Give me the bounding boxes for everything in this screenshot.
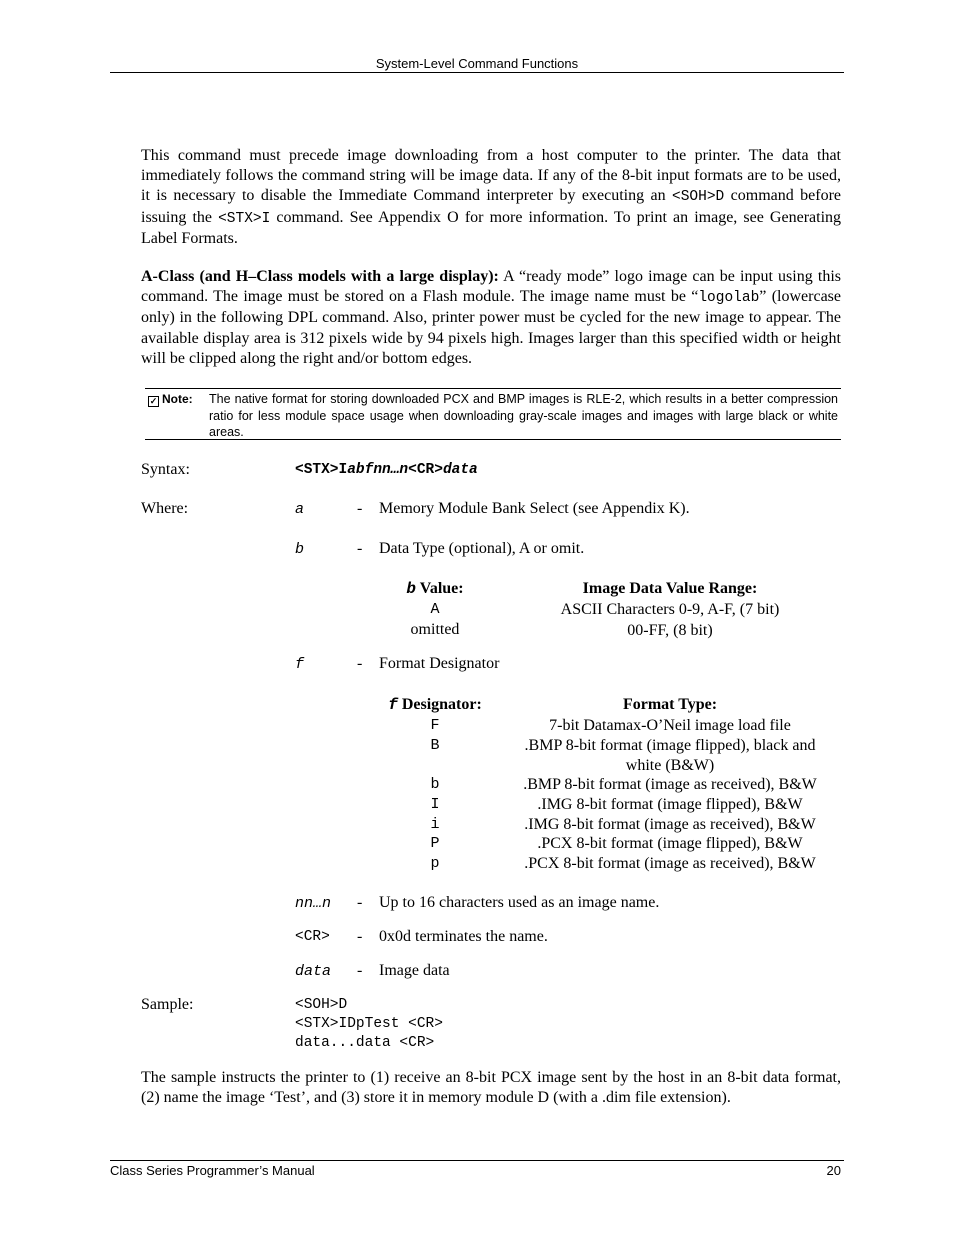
intro-code-soh: <SOH>D [672, 189, 725, 206]
param-cr: <CR> [295, 929, 330, 945]
sample-line: <SOH>D [295, 997, 348, 1013]
aclass-code-logolab: logolab [698, 290, 760, 307]
dash-data: - [357, 962, 363, 979]
param-data-desc: Image data [379, 962, 450, 979]
sample-explanation: The sample instructs the printer to (1) receive an 8-bit PCX image sent by the host in an 8-bit data format, (2) name the image ‘Test’, and (3) store it in memory module D (with a .dim file extension). [141, 1069, 841, 1107]
checkbox-icon: ✓ [149, 396, 158, 406]
f-table-value: i [430, 816, 440, 833]
f-table-type: .IMG 8-bit format (image flipped), B&W [537, 796, 803, 813]
f-table-type: .BMP 8-bit format (image flipped), black and white (B&W) [524, 737, 816, 774]
syntax-cr: <CR> [408, 462, 443, 478]
f-table-header-right: Format Type: [622, 696, 718, 713]
param-a: a [295, 501, 305, 518]
param-f: f [295, 656, 305, 673]
aclass-paragraph [141, 267, 841, 369]
f-table-value: B [430, 737, 440, 754]
f-table-header-left [375, 696, 495, 714]
syntax-label: Syntax: [141, 461, 190, 478]
dash-a: - [357, 500, 363, 517]
footer-manual-title: Class Series Programmer’s Manual [110, 1163, 315, 1178]
b-table-header-left [375, 580, 495, 598]
dash-b: - [357, 540, 363, 557]
param-cr-desc: 0x0d terminates the name. [379, 928, 548, 945]
f-table-type: .IMG 8-bit format (image as received), B&W [524, 816, 816, 833]
f-table-value: F [430, 717, 440, 734]
where-label: Where: [141, 500, 189, 517]
f-table-value: I [430, 796, 440, 813]
param-a-desc: Memory Module Bank Select (see Appendix K). [379, 500, 690, 517]
b-table-value: omitted [410, 621, 460, 638]
footer-rule [110, 1160, 844, 1161]
aclass-text-1: A “ready mode” logo image can be input using this command. The image must be stored on a Flash module. The image name must be “ [141, 268, 841, 306]
f-table-header-code: f [388, 696, 398, 714]
param-data: data [295, 963, 332, 980]
note-text: The native format for storing downloaded PCX and BMP images is RLE-2, which results in a better compression ratio for less module space usage when downloading gray-scale images and images with large black or white areas. [209, 392, 838, 439]
intro-paragraph [141, 146, 841, 249]
param-nn-desc: Up to 16 characters used as an image name. [379, 894, 660, 911]
f-table-type: 7-bit Datamax-O’Neil image load file [549, 717, 791, 734]
f-table-type: .PCX 8-bit format (image as received), B&W [524, 855, 816, 872]
b-table-header-right: Image Data Value Range: [582, 580, 758, 597]
page-number: 20 [826, 1163, 841, 1178]
note-box [145, 388, 841, 440]
page-header: System-Level Command Functions [375, 56, 579, 71]
param-nn: nn…n [295, 895, 332, 912]
intro-text-1: This command must precede image downloading from a host computer to the printer. The data that immediately follows the command string will be image data. If any of the 8-bit input formats are to be used, it is necessary to disable the Immediate Command interpreter by executing an [141, 147, 841, 205]
f-table-value: p [430, 855, 440, 872]
param-f-desc: Format Designator [379, 655, 500, 672]
sample-label: Sample: [141, 996, 194, 1013]
note-label [148, 392, 193, 406]
note-label-text: Note: [162, 392, 193, 406]
syntax-stx: <STX>I [295, 462, 348, 478]
f-table-type: .PCX 8-bit format (image flipped), B&W [537, 835, 803, 852]
aclass-text-2: ” (lowercase only) in the following DPL command. Also, printer power must be cycled for the new image to appear. The available display area is 312 pixels wide by 94 pixels high. Images larger than this specified width or height will be clipped along the right and/or bottom edges. [141, 288, 841, 367]
param-b-desc: Data Type (optional), A or omit. [379, 540, 585, 557]
aclass-heading: A-Class (and H–Class models with a large display): [141, 268, 499, 285]
sample-line: <STX>IDpTest <CR> [295, 1016, 443, 1032]
syntax-code [295, 462, 478, 478]
intro-text-3: command. See Appendix O for more information. To print an image, see Generating Label Formats. [141, 208, 842, 247]
intro-code-stx: <STX>I [218, 210, 271, 227]
b-table-range: ASCII Characters 0-9, A-F, (7 bit) [560, 601, 780, 618]
header-rule [110, 72, 844, 73]
param-b: b [295, 541, 305, 558]
b-table-header-label: Value: [416, 580, 464, 597]
b-table-range: 00-FF, (8 bit) [627, 622, 713, 639]
b-table-value: A [430, 601, 440, 618]
f-table-header-label: Designator: [397, 696, 482, 713]
f-table-value: P [430, 835, 440, 852]
syntax-params: abfnn…n [347, 462, 409, 478]
f-table-value: b [430, 776, 440, 793]
syntax-data: data [442, 462, 478, 478]
f-table-type: .BMP 8-bit format (image as received), B&W [523, 776, 817, 793]
dash-nn: - [357, 894, 363, 911]
intro-text-2: command before issuing the [141, 187, 842, 226]
dash-cr: - [357, 928, 363, 945]
sample-line: data...data <CR> [295, 1035, 435, 1051]
b-table-header-code: b [406, 580, 417, 598]
dash-f: - [357, 655, 363, 672]
